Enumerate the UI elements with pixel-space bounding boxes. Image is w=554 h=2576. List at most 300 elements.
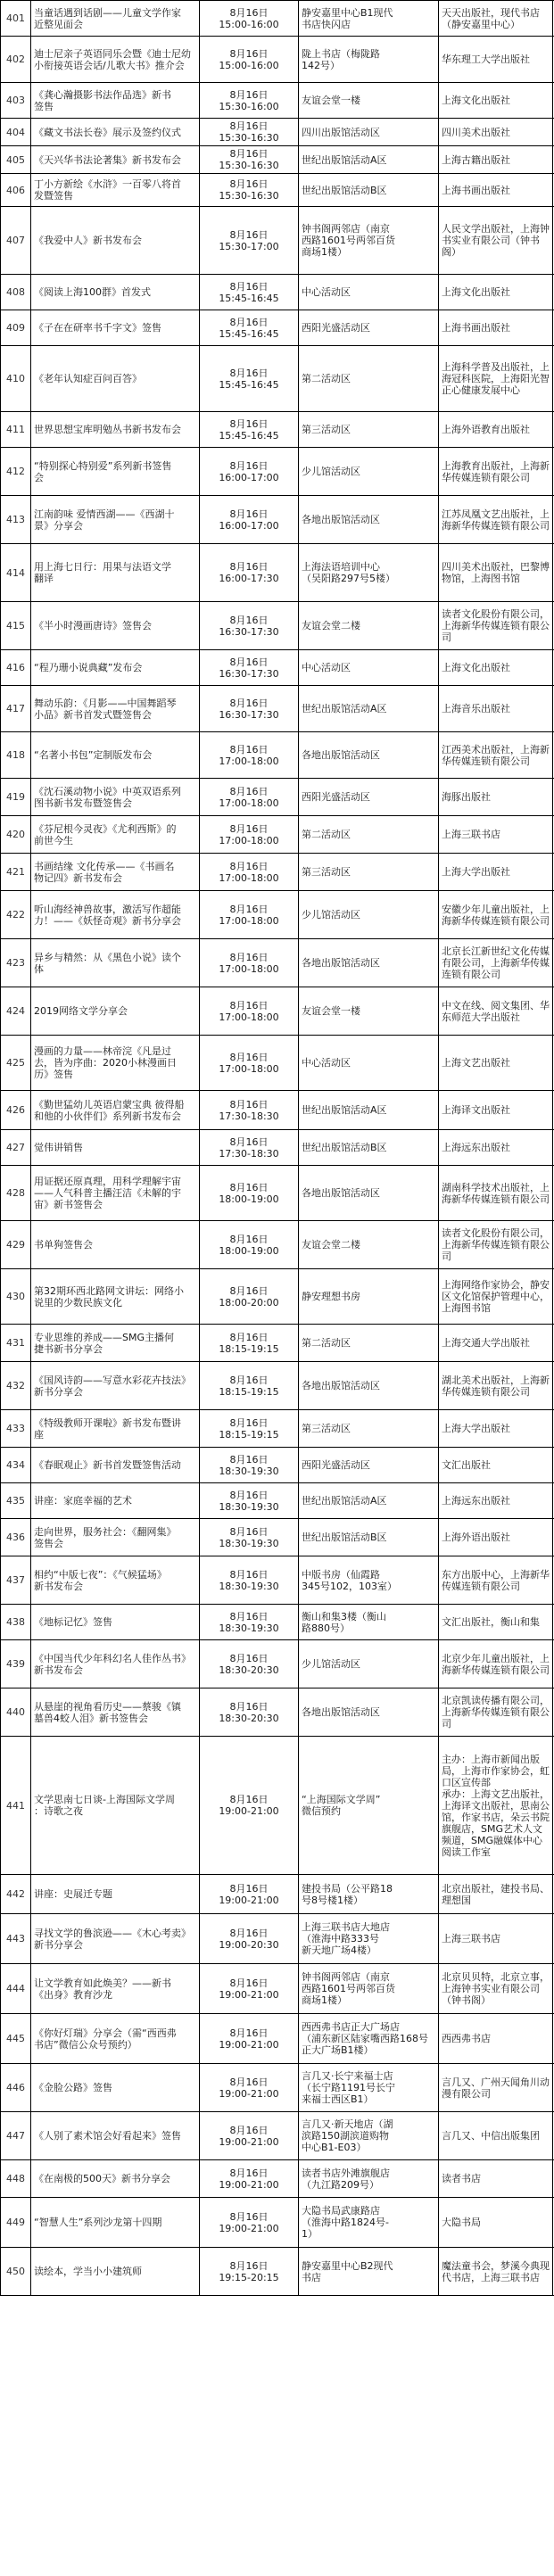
event-venue: 上海法语培训中心 （吴阳路297号5楼） — [298, 544, 438, 601]
event-name: “名著小书包”定制版发布会 — [30, 732, 199, 778]
table-row — [0, 1091, 554, 1130]
table-row — [0, 1914, 554, 1964]
event-venue: 各地出版馆活动区 — [298, 732, 438, 778]
event-name: 相约“中版七夜”：《气候猛场》 新书发布会 — [30, 1556, 199, 1604]
row-number: 424 — [0, 987, 30, 1035]
event-organizer: 文汇出版社 — [438, 1448, 553, 1482]
event-organizer: 文汇出版社，衡山和集 — [438, 1605, 553, 1639]
event-name: 讲座：史展迁专题 — [30, 1875, 199, 1913]
event-name: 文学思南七日谈-上海国际文学周 ：诗歌之夜 — [30, 1737, 199, 1874]
event-organizer: 上海音乐出版社 — [438, 686, 553, 731]
event-venue: 西阳光盛活动区 — [298, 779, 438, 815]
table-row — [0, 119, 554, 146]
row-number: 420 — [0, 816, 30, 853]
event-organizer: 北京少年儿童出版社，上海新华传媒连锁有限公司 — [438, 1640, 553, 1688]
event-organizer: 海豚出版社 — [438, 779, 553, 815]
table-row — [0, 544, 554, 602]
event-name: 《国风诗韵——写意水彩花卉技法》 新书分享会 — [30, 1362, 199, 1409]
event-venue: 中版书房（仙霞路 345号102，103室） — [298, 1556, 438, 1604]
event-venue: 第二活动区 — [298, 1325, 438, 1361]
event-venue: 第三活动区 — [298, 854, 438, 890]
event-name: 《金脸公路》签售 — [30, 2064, 199, 2111]
row-number: 449 — [0, 2198, 30, 2247]
row-number: 439 — [0, 1640, 30, 1688]
event-time: 8月16日 15:45-16:45 — [199, 346, 298, 411]
table-row — [0, 2014, 554, 2064]
table-row — [0, 412, 554, 448]
row-number: 426 — [0, 1091, 30, 1129]
event-name: 寻找文学的鲁滨逊——《木心考卖》 新书分享会 — [30, 1914, 199, 1963]
row-number: 429 — [0, 1221, 30, 1268]
row-number: 432 — [0, 1362, 30, 1409]
event-name: 迪士尼亲子英语同乐会暨《迪士尼幼小衔接英语会话/儿歌大书》推介会 — [30, 37, 199, 82]
event-organizer: 上海远东出版社 — [438, 1483, 553, 1518]
event-venue: 陇上书店（梅陇路 142号） — [298, 37, 438, 82]
table-row — [0, 779, 554, 816]
row-number: 416 — [0, 650, 30, 685]
event-organizer: 上海科学普及出版社，上海冠科医院，上海阳光智正心健康发展中心 — [438, 346, 553, 411]
event-venue: 西西弗书店正大广场店 （浦东新区陆家嘴西路168号 正大广场B1楼） — [298, 2014, 438, 2063]
table-row — [0, 939, 554, 987]
event-name: 用上海七日行：用果与法语文学 翻译 — [30, 544, 199, 601]
row-number: 412 — [0, 448, 30, 495]
event-name: 世界思想宝库明勉丛书新书发布会 — [30, 412, 199, 447]
row-number: 440 — [0, 1688, 30, 1736]
event-organizer: 上海文化出版社 — [438, 275, 553, 310]
event-venue: 各地出版馆活动区 — [298, 939, 438, 987]
table-row — [0, 1325, 554, 1362]
event-organizer: 四川美术出版社 — [438, 119, 553, 145]
event-venue: 上海三联书店大地店 （淮海中路333号 新天地广场4楼） — [298, 1914, 438, 1963]
event-venue: 中心活动区 — [298, 275, 438, 310]
event-venue: 世纪出版馆活动B区 — [298, 1519, 438, 1556]
row-number: 428 — [0, 1166, 30, 1220]
event-venue: 友谊会堂二楼 — [298, 1221, 438, 1268]
event-venue: 各地出版馆活动区 — [298, 496, 438, 543]
event-organizer: 东方出版中心，上海新华传媒连锁有限公司 — [438, 1556, 553, 1604]
row-number: 402 — [0, 37, 30, 82]
event-name: 《阅读上海100群》首发式 — [30, 275, 199, 310]
event-organizer: 北京凯读传播有限公司，上海新华传媒连锁有限公司 — [438, 1688, 553, 1736]
event-name: 听山海经神兽故事，激活写作超能 力！——《妖怪奇观》新书分享会 — [30, 891, 199, 938]
table-row — [0, 686, 554, 732]
event-time: 8月16日 15:00-16:00 — [199, 37, 298, 82]
event-time: 8月16日 19:00-21:00 — [199, 2014, 298, 2063]
event-venue: 第二活动区 — [298, 816, 438, 853]
row-number: 405 — [0, 146, 30, 173]
event-name: 书画结缘 文化传承——《书画名 物记四》新书发布会 — [30, 854, 199, 890]
event-time: 8月16日 15:30-16:30 — [199, 146, 298, 173]
table-row — [0, 448, 554, 496]
table-row — [0, 1737, 554, 1875]
event-organizer: 北京长江新世纪文化传媒有限公司，上海新华传媒连锁有限公司 — [438, 939, 553, 987]
event-time: 8月16日 19:00-21:00 — [199, 2198, 298, 2247]
table-row — [0, 1688, 554, 1737]
event-time: 8月16日 15:45-16:45 — [199, 412, 298, 447]
event-organizer: 四川美术出版社，巴黎博物馆，上海图书馆 — [438, 544, 553, 601]
event-time: 8月16日 17:00-18:00 — [199, 732, 298, 778]
table-row — [0, 1036, 554, 1091]
row-number: 431 — [0, 1325, 30, 1361]
event-time: 8月16日 17:00-18:00 — [199, 1036, 298, 1090]
event-time: 8月16日 18:00-20:00 — [199, 1269, 298, 1324]
event-organizer: 上海文化出版社 — [438, 650, 553, 685]
event-venue: “上海国际文学周” 微信预约 — [298, 1737, 438, 1874]
event-organizer: 天天出版社，现代书店（静安嘉里中心） — [438, 1, 553, 36]
event-time: 8月16日 17:00-18:00 — [199, 779, 298, 815]
row-number: 434 — [0, 1448, 30, 1482]
event-name: 觉伟讲销售 — [30, 1130, 199, 1165]
event-time: 8月16日 19:00-21:00 — [199, 2064, 298, 2111]
event-venue: 友谊会堂一楼 — [298, 987, 438, 1035]
event-venue: 各地出版馆活动区 — [298, 1166, 438, 1220]
event-name: 走向世界，服务社会：《翻网集》 签售会 — [30, 1519, 199, 1556]
event-organizer: 北京出版社，建投书局、理想国 — [438, 1875, 553, 1913]
event-time: 8月16日 18:15-19:15 — [199, 1362, 298, 1409]
event-time: 8月16日 15:30-16:30 — [199, 119, 298, 145]
event-venue: 世纪出版馆活动A区 — [298, 146, 438, 173]
event-time: 8月16日 18:30-19:30 — [199, 1556, 298, 1604]
event-organizer: 上海网络作家协会，静安区文化馆保护管理中心，上海图书馆 — [438, 1269, 553, 1324]
table-row — [0, 1519, 554, 1556]
event-organizer: 上海译文出版社 — [438, 1091, 553, 1129]
event-organizer: 读者文化股份有限公司，上海新华传媒连锁有限公司 — [438, 1221, 553, 1268]
event-time: 8月16日 17:00-18:00 — [199, 816, 298, 853]
event-name: 《子在在研率书千字文》签售 — [30, 310, 199, 345]
event-name: 漫画的力量——林帝浣《凡是过 去，皆为序曲：2020小林漫画日 历》签售 — [30, 1036, 199, 1090]
event-venue: 言几又·长宁来福士店 （长宁路1191号长宁 来福士西区B1） — [298, 2064, 438, 2111]
table-row — [0, 1221, 554, 1269]
event-name: 第32期环西北路网文讲坛：网络小 说里的少数民族文化 — [30, 1269, 199, 1324]
event-time: 8月16日 19:00-21:00 — [199, 1737, 298, 1874]
row-number: 441 — [0, 1737, 30, 1874]
event-organizer: 湖北美术出版社，上海新华传媒连锁有限公司 — [438, 1362, 553, 1409]
event-organizer: 上海外语出版社 — [438, 1519, 553, 1556]
table-row — [0, 207, 554, 275]
table-row — [0, 146, 554, 174]
table-row — [0, 987, 554, 1036]
row-number: 406 — [0, 174, 30, 206]
row-number: 401 — [0, 1, 30, 36]
event-name: 讲座：家庭幸福的艺术 — [30, 1483, 199, 1518]
table-row — [0, 816, 554, 854]
event-name: 江南韵味 爱情西湖——《西湖十 景》分享会 — [30, 496, 199, 543]
row-number: 418 — [0, 732, 30, 778]
event-name: 《中国当代少年科幻名人佳作丛书》 新书发布会 — [30, 1640, 199, 1688]
event-time: 8月16日 18:15-19:15 — [199, 1410, 298, 1447]
row-number: 419 — [0, 779, 30, 815]
event-venue: 世纪出版馆活动A区 — [298, 1483, 438, 1518]
event-time: 8月16日 17:00-18:00 — [199, 891, 298, 938]
event-time: 8月16日 18:15-19:15 — [199, 1325, 298, 1361]
event-time: 8月16日 19:15-20:15 — [199, 2248, 298, 2295]
event-time: 8月16日 18:30-19:30 — [199, 1483, 298, 1518]
event-time: 8月16日 18:30-19:30 — [199, 1448, 298, 1482]
event-time: 8月16日 17:00-18:00 — [199, 987, 298, 1035]
event-organizer: 中文在线、阅文集团、华东师范大学出版社 — [438, 987, 553, 1035]
table-row — [0, 1964, 554, 2014]
table-row — [0, 650, 554, 686]
event-venue: 钟书阁两邻店（南京 西路1601号两邻百货 商场1楼） — [298, 1964, 438, 2013]
event-name: 《人别了素术馆会好看起来》签售 — [30, 2112, 199, 2159]
row-number: 423 — [0, 939, 30, 987]
event-organizer: 读者书店 — [438, 2160, 553, 2197]
event-time: 8月16日 18:30-19:30 — [199, 1519, 298, 1556]
row-number: 409 — [0, 310, 30, 345]
event-venue: 世纪出版馆活动A区 — [298, 1091, 438, 1129]
event-name: 读绘本，学当小小建筑师 — [30, 2248, 199, 2295]
event-venue: 世纪出版馆活动B区 — [298, 174, 438, 206]
event-time: 8月16日 19:00-20:30 — [199, 1914, 298, 1963]
event-venue: 读者书店外滩旗舰店 （九江路209号） — [298, 2160, 438, 2197]
event-time: 8月16日 19:00-21:00 — [199, 2160, 298, 2197]
event-time: 8月16日 15:45-16:45 — [199, 275, 298, 310]
event-venue: 静安嘉里中心B1现代 书店快闪店 — [298, 1, 438, 36]
event-name: 《藏文书法长卷》展示及签约仪式 — [30, 119, 199, 145]
event-time: 8月16日 15:30-17:00 — [199, 207, 298, 274]
event-organizer: 主办：上海市新闻出版局，上海市作家协会，虹口区宣传部 承办：上海文艺出版社，上海译文出版社，思南公馆，作家书店，朵云书院旗舰店，SMG艺术人文频道，SMG融媒体中心阅读工作室 — [438, 1737, 553, 1874]
event-name: 《你好灯瑞》分享会（需“西西弗 书店”微信公众号预约） — [30, 2014, 199, 2063]
event-venue: 少儿馆活动区 — [298, 891, 438, 938]
table-row — [0, 310, 554, 346]
event-time: 8月16日 19:00-21:00 — [199, 1875, 298, 1913]
event-venue: 第二活动区 — [298, 346, 438, 411]
row-number: 437 — [0, 1556, 30, 1604]
event-name: 专业思维的养成——SMG主播何 捷书新书分享会 — [30, 1325, 199, 1361]
row-number: 417 — [0, 686, 30, 731]
table-row — [0, 732, 554, 779]
event-venue: 世纪出版馆活动A区 — [298, 686, 438, 731]
event-organizer: 上海三联书店 — [438, 1914, 553, 1963]
event-time: 8月16日 16:30-17:30 — [199, 650, 298, 685]
event-name: 《龚心瀚摄影书法作品选》新书 签售 — [30, 83, 199, 118]
event-organizer: 安徽少年儿童出版社，上海新华传媒连锁有限公司 — [438, 891, 553, 938]
event-venue: 少儿馆活动区 — [298, 448, 438, 495]
event-organizer: 上海古籍出版社 — [438, 146, 553, 173]
row-number: 436 — [0, 1519, 30, 1556]
event-organizer: 湖南科学技术出版社，上海新华传媒连锁有限公司 — [438, 1166, 553, 1220]
event-time: 8月16日 17:30-18:30 — [199, 1130, 298, 1165]
row-number: 411 — [0, 412, 30, 447]
row-number: 413 — [0, 496, 30, 543]
table-row — [0, 2064, 554, 2112]
event-name: 用证据还原真理，用科学理解宇宙 ——人气科普主播汪洁《未解的宇 宙》新书签售会 — [30, 1166, 199, 1220]
event-venue: 中心活动区 — [298, 650, 438, 685]
event-organizer: 江西美术出版社，上海新华传媒连锁有限公司 — [438, 732, 553, 778]
event-time: 8月16日 16:00-17:30 — [199, 544, 298, 601]
event-venue: 四川出版馆活动区 — [298, 119, 438, 145]
table-row — [0, 1556, 554, 1605]
event-venue: 各地出版馆活动区 — [298, 1688, 438, 1736]
table-row — [0, 37, 554, 83]
table-row — [0, 1875, 554, 1914]
row-number: 430 — [0, 1269, 30, 1324]
event-organizer: 上海书画出版社 — [438, 310, 553, 345]
event-organizer: 大隐书局 — [438, 2198, 553, 2247]
event-name: 《我爱中人》新书发布会 — [30, 207, 199, 274]
table-row — [0, 1605, 554, 1640]
table-row — [0, 2198, 554, 2248]
event-name: 异乡与精然：从《黑色小说》读个 体 — [30, 939, 199, 987]
row-number: 450 — [0, 2248, 30, 2295]
event-venue: 西阳光盛活动区 — [298, 1448, 438, 1482]
event-venue: 第三活动区 — [298, 412, 438, 447]
row-number: 403 — [0, 83, 30, 118]
event-time: 8月16日 17:30-18:30 — [199, 1091, 298, 1129]
event-venue: 建投书局（公平路18 号8号楼1楼） — [298, 1875, 438, 1913]
event-venue: 言几又·新天地店（湖 滨路150湖滨道购物 中心B1-E03） — [298, 2112, 438, 2159]
row-number: 407 — [0, 207, 30, 274]
row-number: 444 — [0, 1964, 30, 2013]
row-number: 425 — [0, 1036, 30, 1090]
event-name: 《勤世猛幼儿英语启蒙宝典 彼得船 和他的小伙伴们》系列新书发布会 — [30, 1091, 199, 1129]
event-name: 《沈石溪动物小说》中英双语系列 图书新书发布暨签售会 — [30, 779, 199, 815]
row-number: 438 — [0, 1605, 30, 1639]
event-organizer: 上海三联书店 — [438, 816, 553, 853]
row-number: 435 — [0, 1483, 30, 1518]
row-number: 443 — [0, 1914, 30, 1963]
table-row — [0, 275, 554, 310]
event-name: 《特级教师开课啦》新书发布暨讲 座 — [30, 1410, 199, 1447]
event-name: 从悬崖的视角看历史——蔡骏《镇 墓兽4蛟人泪》新书签售会 — [30, 1688, 199, 1736]
event-time: 8月16日 18:30-20:30 — [199, 1688, 298, 1736]
event-organizer: 读者文化股份有限公司，上海新华传媒连锁有限公司 — [438, 602, 553, 649]
event-time: 8月16日 16:00-17:00 — [199, 496, 298, 543]
row-number: 422 — [0, 891, 30, 938]
event-name: 丁小方新绘《水浒》一百零八将首 发暨签售 — [30, 174, 199, 206]
row-number: 447 — [0, 2112, 30, 2159]
event-venue: 友谊会堂二楼 — [298, 602, 438, 649]
table-row — [0, 1448, 554, 1483]
event-name: 《天兴华书法论著集》新书发布会 — [30, 146, 199, 173]
event-venue: 西阳光盛活动区 — [298, 310, 438, 345]
table-row — [0, 2112, 554, 2160]
table-row — [0, 174, 554, 207]
row-number: 421 — [0, 854, 30, 890]
event-venue: 大隐书局武康路店 （淮海中路1824号- 1） — [298, 2198, 438, 2247]
event-venue: 钟书阁两邻店（南京 西路1601号两邻百货 商场1楼） — [298, 207, 438, 274]
table-row — [0, 1130, 554, 1166]
row-number: 446 — [0, 2064, 30, 2111]
row-number: 445 — [0, 2014, 30, 2063]
event-venue: 静安嘉里中心B2现代 书店 — [298, 2248, 438, 2295]
table-row — [0, 346, 554, 412]
event-time: 8月16日 18:00-19:00 — [199, 1221, 298, 1268]
row-number: 427 — [0, 1130, 30, 1165]
row-number: 442 — [0, 1875, 30, 1913]
event-name: 让文学教育如此焕美？——新书 《出身》教育沙龙 — [30, 1964, 199, 2013]
event-organizer: 西西弗书店 — [438, 2014, 553, 2063]
event-venue: 静安理想书房 — [298, 1269, 438, 1324]
event-time: 8月16日 15:00-16:00 — [199, 1, 298, 36]
table-row — [0, 1362, 554, 1410]
event-organizer: 上海文化出版社 — [438, 83, 553, 118]
table-row — [0, 1640, 554, 1688]
table-row — [0, 2160, 554, 2198]
event-venue: 世纪出版馆活动B区 — [298, 1130, 438, 1165]
event-organizer: 上海书画出版社 — [438, 174, 553, 206]
event-time: 8月16日 17:00-18:00 — [199, 939, 298, 987]
row-number: 433 — [0, 1410, 30, 1447]
event-time: 8月16日 15:45-16:45 — [199, 310, 298, 345]
event-name: 《春眠观止》新书首发暨签售活动 — [30, 1448, 199, 1482]
event-name: “程乃珊小说典藏”发布会 — [30, 650, 199, 685]
event-name: 舞动乐韵：《月影——中国舞蹈琴 小品》新书首发式暨签售会 — [30, 686, 199, 731]
event-venue: 中心活动区 — [298, 1036, 438, 1090]
event-time: 8月16日 15:30-16:00 — [199, 83, 298, 118]
table-row — [0, 1483, 554, 1519]
event-name: 《老年认知症百问百答》 — [30, 346, 199, 411]
table-row — [0, 1166, 554, 1221]
event-name: 《芬尼根今灵夜》《尤利西斯》的 前世今生 — [30, 816, 199, 853]
row-number: 408 — [0, 275, 30, 310]
table-row — [0, 83, 554, 119]
event-organizer: 言几又、中信出版集团 — [438, 2112, 553, 2159]
event-organizer: 上海交通大学出版社 — [438, 1325, 553, 1361]
event-time: 8月16日 16:30-17:30 — [199, 602, 298, 649]
event-name: 2019网络文学分享会 — [30, 987, 199, 1035]
event-venue: 友谊会堂一楼 — [298, 83, 438, 118]
table-row — [0, 2248, 554, 2296]
table-row — [0, 1, 554, 37]
event-time: 8月16日 15:30-16:30 — [199, 174, 298, 206]
table-row — [0, 1269, 554, 1325]
table-row — [0, 602, 554, 650]
event-organizer: 上海大学出版社 — [438, 1410, 553, 1447]
event-organizer: 北京贝贝特，北京立事，上海钟书实业有限公司（钟书阁） — [438, 1964, 553, 2013]
event-organizer: 上海教育出版社，上海新华传媒连锁有限公司 — [438, 448, 553, 495]
event-name: 《在南极的500天》新书分享会 — [30, 2160, 199, 2197]
event-time: 8月16日 18:00-19:00 — [199, 1166, 298, 1220]
event-organizer: 魔法童书会，梦溪今典现代书店，上海三联书店 — [438, 2248, 553, 2295]
event-time: 8月16日 16:00-17:00 — [199, 448, 298, 495]
table-row — [0, 891, 554, 939]
event-time: 8月16日 19:00-21:00 — [199, 2112, 298, 2159]
table-row — [0, 1410, 554, 1448]
event-venue: 少儿馆活动区 — [298, 1640, 438, 1688]
row-number: 415 — [0, 602, 30, 649]
event-organizer: 上海远东出版社 — [438, 1130, 553, 1165]
event-time: 8月16日 19:00-21:00 — [199, 1964, 298, 2013]
table-row — [0, 496, 554, 544]
event-organizer: 言几又、广州天闻角川动漫有限公司 — [438, 2064, 553, 2111]
event-name: 《地标记忆》签售 — [30, 1605, 199, 1639]
row-number: 410 — [0, 346, 30, 411]
row-number: 448 — [0, 2160, 30, 2197]
row-number: 404 — [0, 119, 30, 145]
event-time: 8月16日 17:00-18:00 — [199, 854, 298, 890]
event-organizer: 上海大学出版社 — [438, 854, 553, 890]
event-name: 《半小时漫画唐诗》签售会 — [30, 602, 199, 649]
event-organizer: 华东理工大学出版社 — [438, 37, 553, 82]
table-row — [0, 854, 554, 891]
event-time: 8月16日 16:30-17:30 — [199, 686, 298, 731]
event-organizer: 江苏凤凰文艺出版社，上海新华传媒连锁有限公司 — [438, 496, 553, 543]
event-venue: 衡山和集3楼（衡山 路880号） — [298, 1605, 438, 1639]
row-number: 414 — [0, 544, 30, 601]
event-time: 8月16日 18:30-20:30 — [199, 1640, 298, 1688]
event-venue: 各地出版馆活动区 — [298, 1362, 438, 1409]
event-time: 8月16日 18:30-19:30 — [199, 1605, 298, 1639]
event-name: 书单狗签售会 — [30, 1221, 199, 1268]
event-organizer: 人民文学出版社，上海钟书实业有限公司（钟书阁） — [438, 207, 553, 274]
event-organizer: 上海外语教育出版社 — [438, 412, 553, 447]
event-name: 当童话遇到话剧——儿童文学作家 近整见面会 — [30, 1, 199, 36]
event-venue: 第三活动区 — [298, 1410, 438, 1447]
event-name: “智慧人生”系列沙龙第十四期 — [30, 2198, 199, 2247]
event-name: “特别探心特别爱”系列新书签售 会 — [30, 448, 199, 495]
event-organizer: 上海文艺出版社 — [438, 1036, 553, 1090]
